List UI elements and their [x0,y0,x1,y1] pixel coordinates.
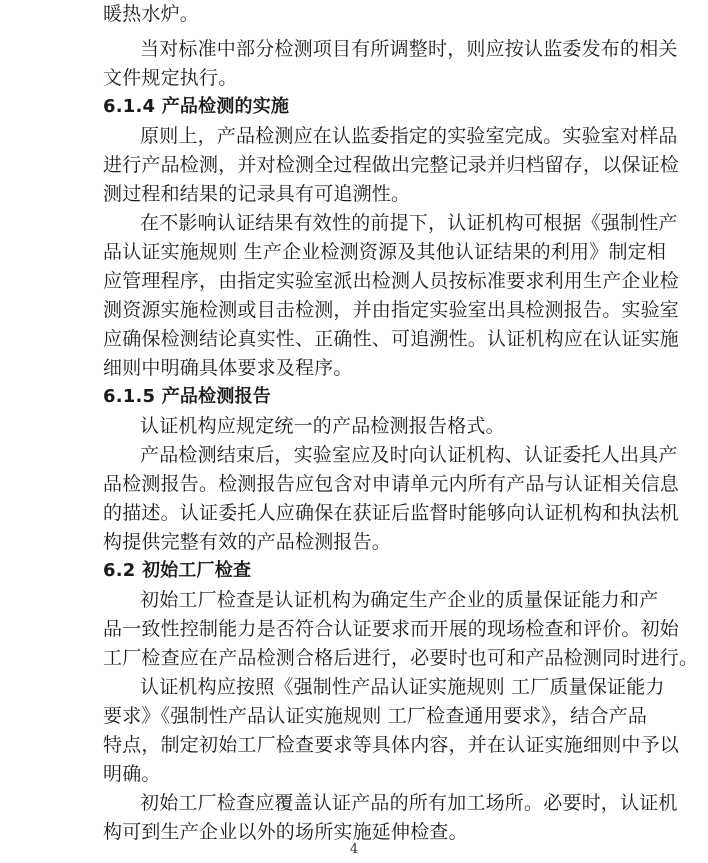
text-line: 原则上，产品检测应在认监委指定的实验室完成。实验室对样品 [140,125,678,147]
text-line: 工厂检查应在产品检测合格后进行，必要时也可和产品检测同时进行。 [103,647,699,669]
text-line: 特点，制定初始工厂检查要求等具体内容，并在认证实施细则中予以 [103,734,680,756]
page-number: 4 [349,842,359,857]
text-line: 应管理程序，由指定实验室派出检测人员按标准要求利用生产企业检 [103,270,680,292]
text-line: 品检测报告。检测报告应包含对申请单元内所有产品与认证相关信息 [103,473,680,495]
text-line: 产品检测结束后，实验室应及时向认证机构、认证委托人出具产 [140,444,678,466]
text-line: 明确。 [103,763,161,785]
text-line: 的描述。认证委托人应确保在获证后监督时能够向认证机构和执法机 [103,502,680,524]
text-line: 当对标准中部分检测项目有所调整时，则应按认监委发布的相关 [140,38,678,60]
text-line: 细则中明确具体要求及程序。 [103,357,353,379]
text-line: 品认证实施规则 生产企业检测资源及其他认证结果的利用》制定相 [103,241,667,263]
text-line: 进行产品检测，并对检测全过程做出完整记录并归档留存，以保证检 [103,154,680,176]
text-line: 认证机构应规定统一的产品检测报告格式。 [140,415,505,437]
text-line: 认证机构应按照《强制性产品认证实施规则 工厂质量保证能力 [140,676,665,698]
section-heading: 6.1.4 产品检测的实施 [103,96,290,117]
text-line: 文件规定执行。 [103,67,238,89]
text-line: 测过程和结果的记录具有可追溯性。 [103,183,411,205]
text-line: 测资源实施检测或目击检测，并由指定实验室出具检测报告。实验室 [103,299,680,321]
text-line: 构提供完整有效的产品检测报告。 [103,531,392,553]
text-line: 初始工厂检查是认证机构为确定生产企业的质量保证能力和产 [140,589,659,611]
text-line: 在不影响认证结果有效性的前提下，认证机构可根据《强制性产 [140,212,678,234]
text-line: 构可到生产企业以外的场所实施延伸检查。 [103,821,468,843]
section-heading: 6.1.5 产品检测报告 [103,386,271,407]
text-line: 暖热水炉。 [103,3,200,25]
text-line: 品一致性控制能力是否符合认证要求而开展的现场检查和评价。初始 [103,618,680,640]
text-line: 初始工厂检查应覆盖认证产品的所有加工场所。必要时，认证机 [140,792,678,814]
text-line: 应确保检测结论真实性、正确性、可追溯性。认证机构应在认证实施 [103,328,680,350]
section-heading: 6.2 初始工厂检查 [103,560,252,581]
text-line: 要求》《强制性产品认证实施规则 工厂检查通用要求》，结合产品 [103,705,648,727]
